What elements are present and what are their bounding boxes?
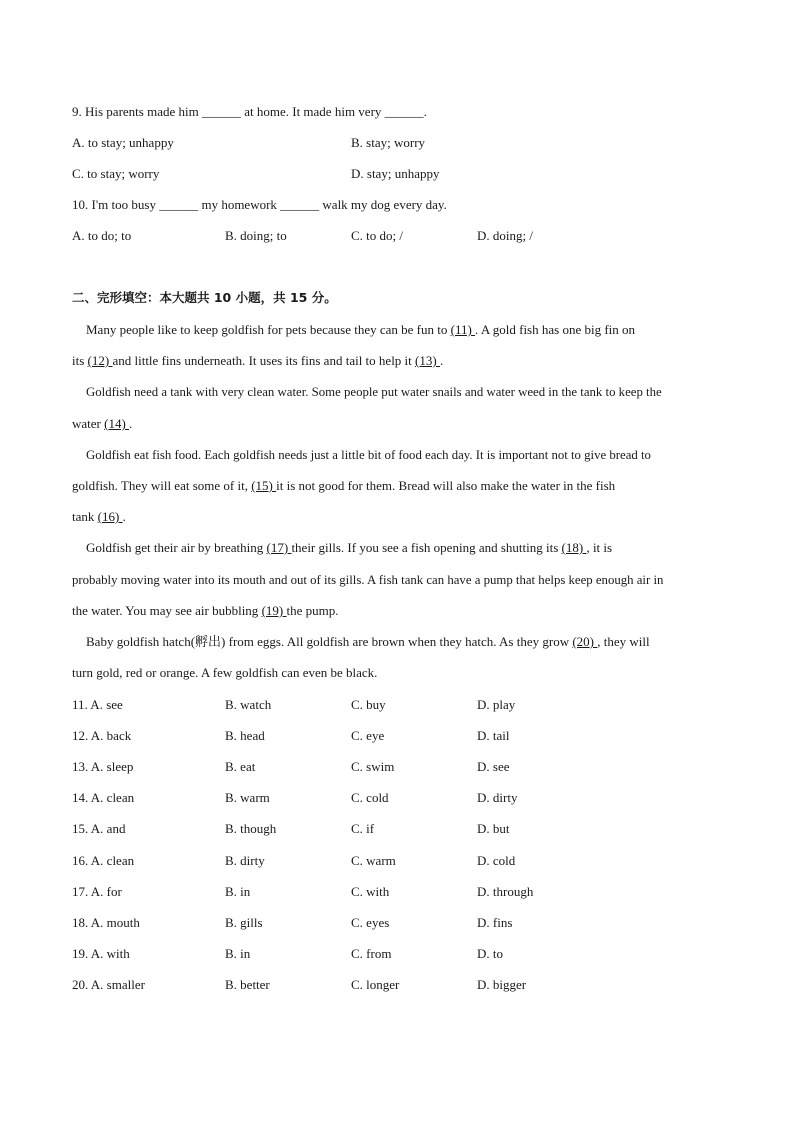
blank-12: (12) [87, 353, 113, 368]
option-12-c: C. eye [351, 728, 385, 743]
option-20-c: C. longer [351, 977, 400, 992]
passage-line: its (12) and little fins underneath. It uses its fins and tail to help it (13) . [72, 353, 444, 368]
option-13-a: 13. A. sleep [72, 759, 134, 774]
option-15-d: D. but [477, 821, 510, 836]
option-18-b: B. gills [225, 915, 263, 930]
option-16-d: D. cold [477, 853, 516, 868]
passage-line: Many people like to keep goldfish for pets because they can be fun to (11) . A gold fish has one big fin on [86, 322, 636, 337]
option-14-d: D. dirty [477, 790, 518, 805]
option-18-c: C. eyes [351, 915, 390, 930]
question-10-option-c: C. to do; / [351, 228, 404, 243]
option-12-b: B. head [225, 728, 265, 743]
blank-11: (11) [450, 322, 476, 337]
option-14-a: 14. A. clean [72, 790, 135, 805]
option-13-d: D. see [477, 759, 510, 774]
option-17-c: C. with [351, 884, 390, 899]
blank-15: (15) [251, 478, 277, 493]
option-14-b: B. warm [225, 790, 270, 805]
option-11-a: 11. A. see [72, 697, 123, 712]
option-18-a: 18. A. mouth [72, 915, 140, 930]
option-15-c: C. if [351, 821, 375, 836]
option-20-a: 20. A. smaller [72, 977, 145, 992]
option-19-b: B. in [225, 946, 251, 961]
option-16-c: C. warm [351, 853, 396, 868]
option-17-b: B. in [225, 884, 251, 899]
passage-line: Goldfish eat fish food. Each goldfish needs just a little bit of food each day. It is important not to give bread to [86, 448, 651, 462]
blank-14: (14) [104, 416, 130, 431]
option-15-a: 15. A. and [72, 821, 126, 836]
blank-16: (16) [97, 509, 123, 524]
option-19-d: D. to [477, 946, 503, 961]
question-10-option-a: A. to do; to [72, 228, 132, 243]
question-9-option-a: A. to stay; unhappy [72, 135, 174, 150]
passage-line: goldfish. They will eat some of it, (15) it is not good for them. Bread will also make the water in the fish [72, 478, 616, 493]
option-19-a: 19. A. with [72, 946, 130, 961]
option-16-b: B. dirty [225, 853, 265, 868]
passage-line: Goldfish get their air by breathing (17) their gills. If you see a fish opening and shutting its (18) , it is [86, 540, 613, 555]
question-9-option-b: B. stay; worry [351, 135, 426, 150]
question-9-option-c: C. to stay; worry [72, 166, 160, 181]
question-10-option-b: B. doing; to [225, 228, 287, 243]
option-16-a: 16. A. clean [72, 853, 135, 868]
section-heading: 二、完形填空：本大题共 10 小题，共 15 分。 [72, 290, 337, 305]
blank-13: (13) [415, 353, 440, 368]
question-10-option-d: D. doing; / [477, 228, 533, 243]
option-13-b: B. eat [225, 759, 256, 774]
option-14-c: C. cold [351, 790, 389, 805]
question-10-stem: 10. I'm too busy ______ my homework ______ walk my dog every day. [72, 197, 447, 212]
option-13-c: C. swim [351, 759, 395, 774]
option-18-d: D. fins [477, 915, 513, 930]
question-9-stem: 9. His parents made him ______ at home. It made him very ______. [72, 104, 427, 119]
passage-line: turn gold, red or orange. A few goldfish can even be black. [72, 665, 378, 680]
passage-line: probably moving water into its mouth and out of its gills. A fish tank can have a pump that helps keep enough air in [72, 573, 664, 587]
option-19-c: C. from [351, 946, 392, 961]
option-17-d: D. through [477, 884, 534, 899]
option-17-a: 17. A. for [72, 884, 122, 899]
option-15-b: B. though [225, 821, 277, 836]
option-11-c: C. buy [351, 697, 386, 712]
passage-line: Goldfish need a tank with very clean water. Some people put water snails and water weed in the tank to keep the [86, 385, 662, 399]
option-11-d: D. play [477, 697, 516, 712]
passage-line: Baby goldfish hatch(孵出) from eggs. All goldfish are brown when they hatch. As they grow (20) , they will [86, 634, 650, 649]
passage-line: water (14) . [72, 416, 133, 431]
option-20-b: B. better [225, 977, 270, 992]
question-9-option-d: D. stay; unhappy [351, 166, 440, 181]
option-12-a: 12. A. back [72, 728, 132, 743]
passage-line: the water. You may see air bubbling (19) the pump. [72, 603, 339, 618]
option-12-d: D. tail [477, 728, 510, 743]
option-20-d: D. bigger [477, 977, 527, 992]
blank-20: (20) [572, 634, 598, 649]
blank-17: (17) [266, 540, 292, 555]
option-11-b: B. watch [225, 697, 272, 712]
blank-18: (18) [561, 540, 587, 555]
passage-line: tank (16) . [72, 509, 126, 524]
blank-19: (19) [261, 603, 287, 618]
